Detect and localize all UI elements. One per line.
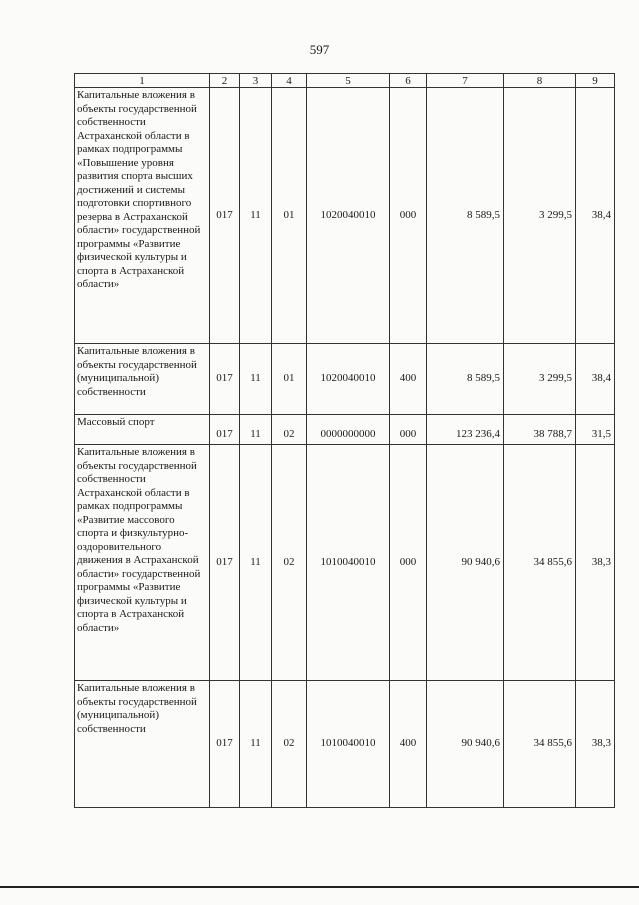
cell-admin-code: 017 <box>210 445 240 681</box>
cell-target-article: 1010040010 <box>307 445 390 681</box>
cell-section: 11 <box>240 415 272 445</box>
header-cell: 3 <box>240 74 272 88</box>
cell-percent: 38,4 <box>576 344 615 415</box>
cell-expense-type: 000 <box>390 88 427 344</box>
cell-admin-code: 017 <box>210 88 240 344</box>
cell-target-article: 1020040010 <box>307 88 390 344</box>
cell-actual: 3 299,5 <box>504 344 576 415</box>
table-row <box>75 88 615 344</box>
header-cell: 5 <box>307 74 390 88</box>
cell-section: 11 <box>240 681 272 808</box>
cell-expense-type: 000 <box>390 415 427 445</box>
cell-target-article: 0000000000 <box>307 415 390 445</box>
cell-plan: 90 940,6 <box>427 681 504 808</box>
cell-plan: 90 940,6 <box>427 445 504 681</box>
cell-percent: 38,4 <box>576 88 615 344</box>
cell-subsection: 02 <box>272 445 307 681</box>
cell-section: 11 <box>240 344 272 415</box>
cell-section: 11 <box>240 445 272 681</box>
cell-percent: 31,5 <box>576 415 615 445</box>
page-number: 597 <box>309 42 330 57</box>
cell-admin-code: 017 <box>210 681 240 808</box>
header-cell: 8 <box>504 74 576 88</box>
table-row <box>75 344 615 415</box>
cell-percent: 38,3 <box>576 445 615 681</box>
cell-subsection: 02 <box>272 681 307 808</box>
cell-expense-type: 000 <box>390 445 427 681</box>
header-cell: 2 <box>210 74 240 88</box>
row-name: Капитальные вложения в объекты государственной (муниципальной) собственности <box>75 681 210 808</box>
budget-table <box>74 73 615 808</box>
row-name: Капитальные вложения в объекты государственной собственности Астраханской области в рамках подпрограммы «Повышение уровня развития спорта высших достижений и системы подготовки спортивного резерва в Астраханской области» государственной программы «Развитие физической культуры и спорта в Астраханской области» <box>75 88 210 344</box>
cell-actual: 34 855,6 <box>504 445 576 681</box>
cell-target-article: 1020040010 <box>307 344 390 415</box>
cell-actual: 3 299,5 <box>504 88 576 344</box>
cell-section: 11 <box>240 88 272 344</box>
cell-plan: 123 236,4 <box>427 415 504 445</box>
header-cell: 6 <box>390 74 427 88</box>
cell-admin-code: 017 <box>210 344 240 415</box>
cell-plan: 8 589,5 <box>427 344 504 415</box>
row-name: Капитальные вложения в объекты государственной (муниципальной) собственности <box>75 344 210 415</box>
table-row <box>75 445 615 681</box>
cell-expense-type: 400 <box>390 681 427 808</box>
cell-subsection: 02 <box>272 415 307 445</box>
cell-target-article: 1010040010 <box>307 681 390 808</box>
header-cell: 1 <box>75 74 210 88</box>
cell-admin-code: 017 <box>210 415 240 445</box>
header-cell: 7 <box>427 74 504 88</box>
header-cell: 9 <box>576 74 615 88</box>
cell-subsection: 01 <box>272 344 307 415</box>
cell-plan: 8 589,5 <box>427 88 504 344</box>
bottom-rule <box>0 886 639 888</box>
cell-expense-type: 400 <box>390 344 427 415</box>
cell-actual: 34 855,6 <box>504 681 576 808</box>
table-row <box>75 681 615 808</box>
table-row <box>75 415 615 445</box>
row-name: Капитальные вложения в объекты государственной собственности Астраханской области в рамках подпрограммы «Развитие массового спорта и физкультурно-оздоровительного движения в Астраханской области» государственной программы «Развитие физической культуры и спорта в Астраханской области» <box>75 445 210 681</box>
row-name: Массовый спорт <box>75 415 210 445</box>
cell-actual: 38 788,7 <box>504 415 576 445</box>
cell-subsection: 01 <box>272 88 307 344</box>
cell-percent: 38,3 <box>576 681 615 808</box>
header-cell: 4 <box>272 74 307 88</box>
header-row <box>75 74 615 88</box>
